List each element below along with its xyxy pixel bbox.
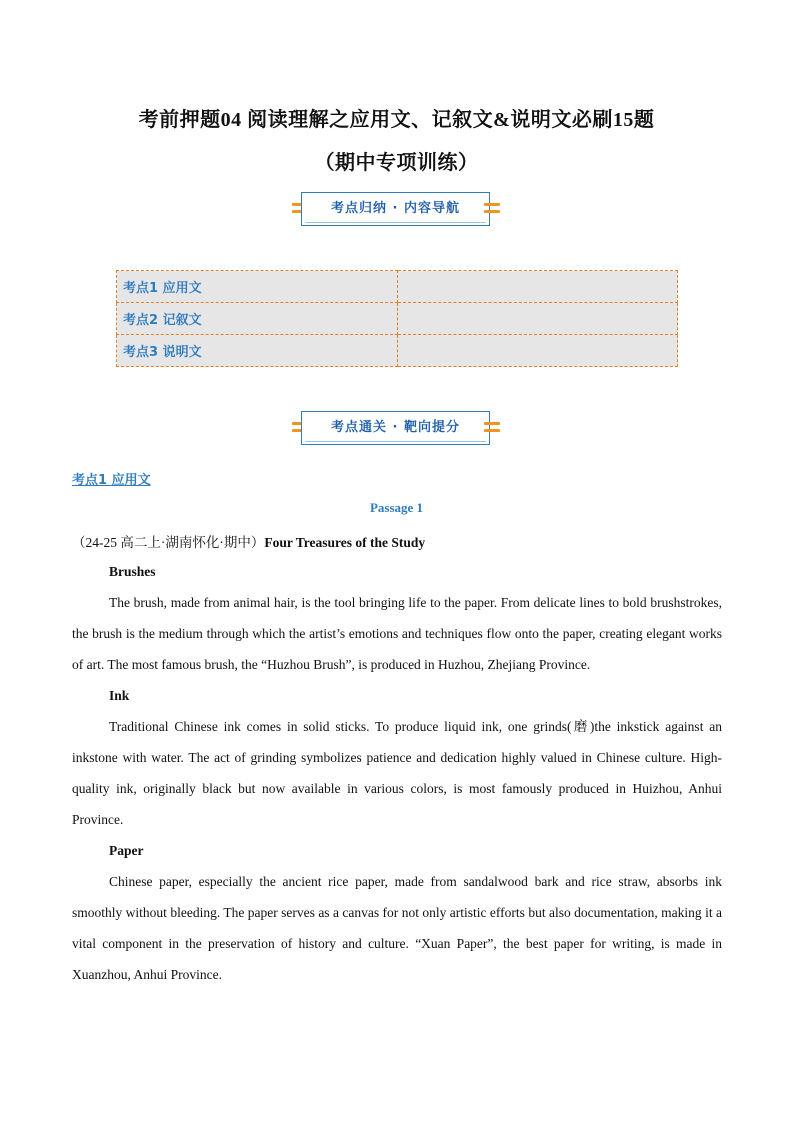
nav-banner [290,192,502,228]
toc-row[interactable] [117,271,678,303]
banner-right-decoration-icon [484,202,500,216]
toc-row[interactable] [117,335,678,367]
banner-right-decoration-icon [484,421,500,435]
paper-paragraph: Chinese paper, especially the ancient rice paper, made from sandalwood bark and rice straw, absorbs ink smoothly without bleeding. The paper serves as a canvas for not only artistic efforts but also documentation, making it a vital component in the preservation of history and culture. “Xuan Paper”, the best paper for writing, is made in Xuanzhou, Anhui Province. [72,874,722,982]
brushes-paragraph: The brush, made from animal hair, is the tool bringing life to the paper. From delicate lines to bold brushstrokes, the brush is the medium through which the artist’s emotions and techniques flow onto the paper, creating elegant works of art. The most famous brush, the “Huzhou Brush”, is produced in Huzhou, Zhejiang Province. [72,595,722,672]
toc-item-label[interactable]: 考点1 应用文 [117,271,398,303]
passage-body [72,556,722,990]
ink-heading: Ink [109,688,130,703]
page-subtitle: （期中专项训练） [314,152,479,174]
toc-table [116,270,678,367]
toc-item-page [398,335,678,367]
brushes-heading: Brushes [109,564,156,579]
paper-heading: Paper [109,843,144,858]
section-heading-link[interactable]: 考点1 应用文 [72,473,151,488]
passage-source [72,531,425,551]
nav-banner-label: 考点归纳 · 内容导航 [301,192,490,226]
passage-label: Passage 1 [369,500,424,515]
page-title: 考前押题04 阅读理解之应用文、记叙文&说明文必刷15题 [138,109,655,131]
practice-banner-label: 考点通关 · 靶向提分 [301,411,490,445]
toc-item-label[interactable]: 考点2 记叙文 [117,303,398,335]
toc-item-label[interactable]: 考点3 说明文 [117,335,398,367]
ink-paragraph: Traditional Chinese ink comes in solid sticks. To produce liquid ink, one grinds(磨)the inkstick against an inkstone with water. The act of grinding symbolizes patience and dedication highly valued in Chinese culture. High-quality ink, originally black but now available in various colors, is most famously produced in Huizhou, Anhui Province. [72,719,722,827]
toc-row[interactable] [117,303,678,335]
toc-item-page [398,271,678,303]
toc-item-page [398,303,678,335]
passage-title: Four Treasures of the Study [264,535,426,550]
practice-banner [290,411,502,447]
source-prefix: （24-25 高二上·湖南怀化·期中） [72,535,265,550]
